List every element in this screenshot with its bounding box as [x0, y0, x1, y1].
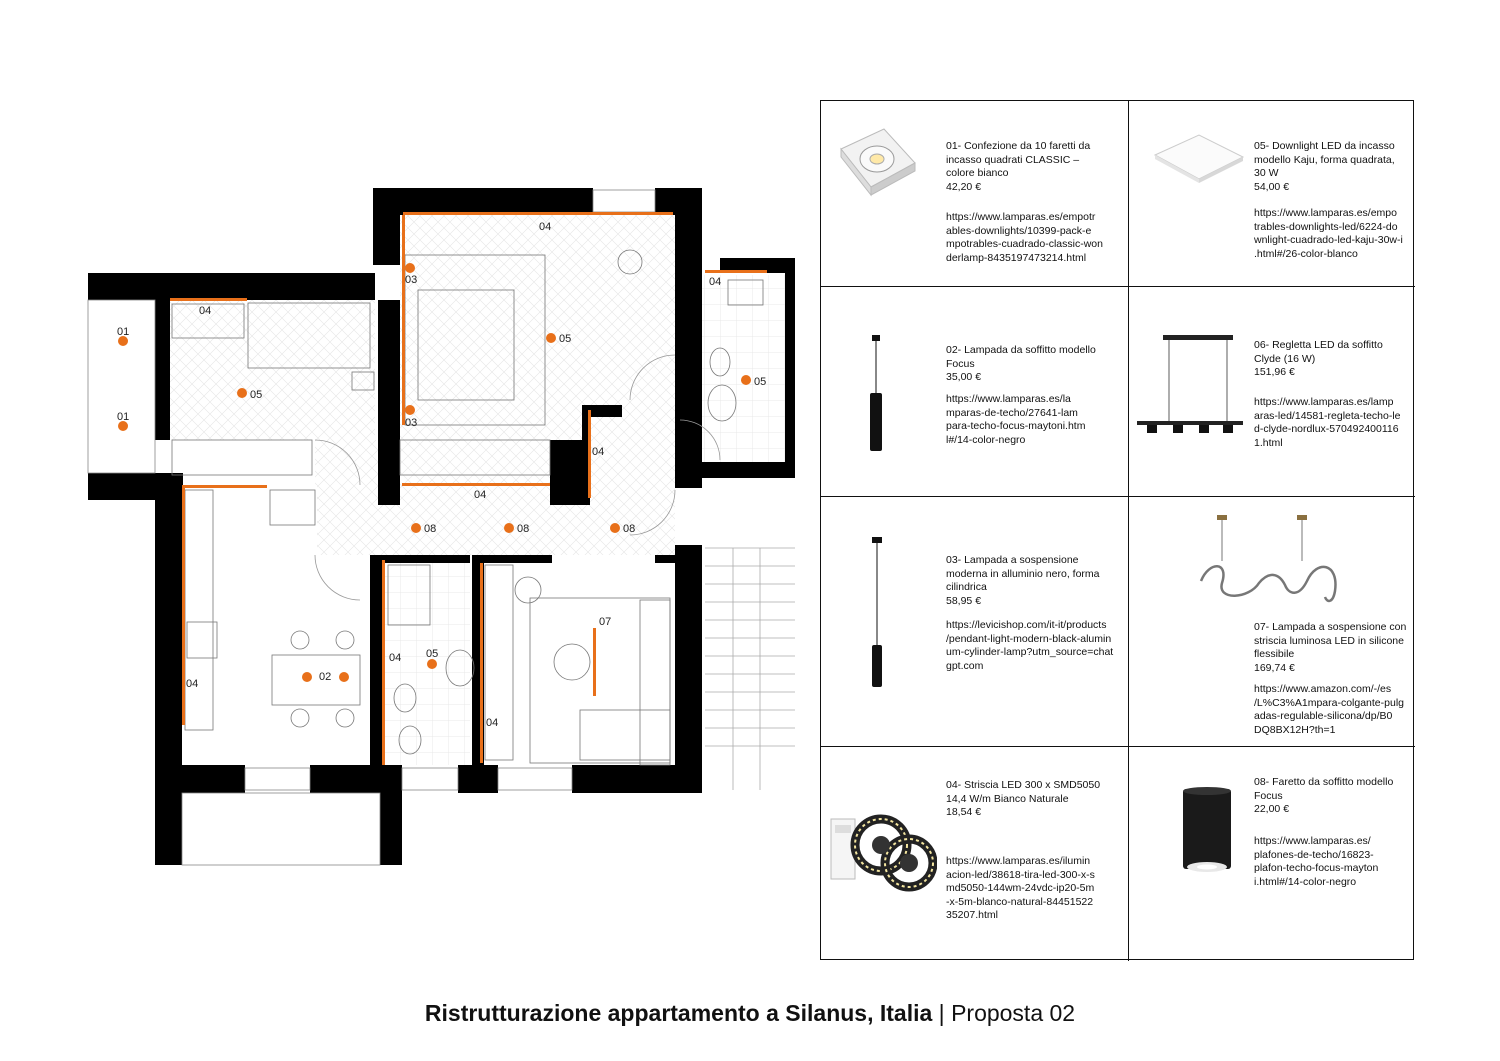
pendant-cylinder-icon — [865, 535, 889, 690]
plan-label: 04 — [486, 717, 499, 729]
product-card-06 — [1129, 287, 1415, 497]
plan-label: 03 — [405, 274, 418, 286]
product-link[interactable]: https://levicishop.com/it-it/products /pendant-light-modern-black-alumin um-cylinder-lamp?utm_source=chat gpt.com — [946, 619, 1114, 672]
product-link[interactable]: https://www.lamparas.es/ plafones-de-techo/16823- plafon-techo-focus-mayton i.html#/14-color-negro — [1254, 835, 1379, 888]
project-title: Ristrutturazione appartamento a Silanus, Italia — [424, 1000, 933, 1026]
floor-plan — [0, 0, 815, 900]
product-description: 03- Lampada a sospensione moderna in alluminio nero, forma cilindrica 58,95 € — [946, 554, 1100, 607]
product-link[interactable]: https://www.lamparas.es/ilumin acion-led/38618-tira-led-300-x-s md5050-144wm-24vdc-ip20-5m -x-5m-blanco-natural-84451522 35207.html — [946, 855, 1095, 921]
plan-label: 05 — [754, 376, 767, 388]
plan-label: 05 — [559, 333, 572, 345]
plan-label: 05 — [250, 389, 263, 401]
proposal-label: Proposta 02 — [951, 1000, 1076, 1026]
plan-label: 08 — [623, 523, 636, 535]
product-description: 07- Lampada a sospensione con striscia luminosa LED in silicone flessibile 169,74 € — [1254, 621, 1407, 674]
product-link[interactable]: https://www.lamparas.es/lamp aras-led/14581-regleta-techo-le d-clyde-nordlux-570492400116 1.html — [1254, 396, 1401, 449]
plan-label: 04 — [709, 276, 722, 288]
title-separator: | — [932, 1000, 952, 1026]
plan-label: 04 — [592, 446, 605, 458]
floor-hallway — [315, 440, 675, 555]
product-card-05 — [1129, 101, 1415, 287]
product-description: 05- Downlight LED da incasso modello Kaju, forma quadrata, 30 W 54,00 € — [1254, 140, 1395, 193]
floor-kitchen — [182, 485, 317, 765]
product-description: 02- Lampada da soffitto modello Focus 35,00 € — [946, 344, 1096, 383]
plan-label: 04 — [389, 652, 402, 664]
product-description: 04- Striscia LED 300 x SMD5050 14,4 W/m Bianco Naturale 18,54 € — [946, 779, 1101, 818]
product-description: 01- Confezione da 10 faretti da incasso quadrati CLASSIC – colore bianco 42,20 € — [946, 140, 1091, 193]
product-card-03 — [821, 497, 1129, 747]
plan-label: 04 — [539, 221, 552, 233]
plan-label: 01 — [117, 326, 130, 338]
product-catalog — [820, 100, 1414, 960]
plan-label: 01 — [117, 411, 130, 423]
plan-label: 04 — [186, 678, 199, 690]
product-link[interactable]: https://www.lamparas.es/empotr ables-downlights/10399-pack-e mpotrables-cuadrado-classic-won derlamp-8435197473214.html — [946, 211, 1103, 264]
product-description: 08- Faretto da soffitto modello Focus 22,00 € — [1254, 776, 1394, 815]
square-downlight-icon — [1149, 129, 1249, 189]
product-link[interactable]: https://www.lamparas.es/la mparas-de-techo/27641-lam para-techo-focus-maytoni.htm l#/14-color-negro — [946, 393, 1086, 446]
ceiling-spot-icon — [1179, 785, 1235, 875]
product-card-04 — [821, 747, 1129, 961]
product-card-07 — [1129, 497, 1415, 747]
plan-label: 03 — [405, 417, 418, 429]
plan-label: 04 — [474, 489, 487, 501]
page-title — [0, 1000, 1500, 1027]
floor-bedroom-left — [170, 300, 375, 440]
pendant-ribbon-icon — [1189, 511, 1349, 611]
led-strip-icon — [829, 805, 937, 895]
plan-label: 05 — [426, 648, 439, 660]
plan-label: 08 — [517, 523, 530, 535]
led-bar-icon — [1135, 333, 1247, 439]
product-card-02 — [821, 287, 1129, 497]
product-link[interactable]: https://www.amazon.com/-/es /L%C3%A1mpara-colgante-pulg adas-regulable-silicona/dp/B0 DQ8BX12H?th=1 — [1254, 683, 1404, 736]
plan-label: 07 — [599, 616, 612, 628]
square-spotlight-icon — [829, 121, 919, 211]
product-description: 06- Regletta LED da soffitto Clyde (16 W) 151,96 € — [1254, 339, 1383, 378]
floor-master-bedroom — [400, 215, 675, 460]
product-link[interactable]: https://www.lamparas.es/empo trables-downlights-led/6224-do wnlight-cuadrado-led-kaju-30w-i .html#/26-color-blanco — [1254, 207, 1403, 260]
pendant-tube-icon — [861, 333, 891, 455]
plan-label: 04 — [199, 305, 212, 317]
plan-label: 08 — [424, 523, 437, 535]
product-card-08 — [1129, 747, 1415, 961]
product-card-01 — [821, 101, 1129, 287]
stairs — [705, 548, 795, 790]
plan-label: 02 — [319, 671, 332, 683]
